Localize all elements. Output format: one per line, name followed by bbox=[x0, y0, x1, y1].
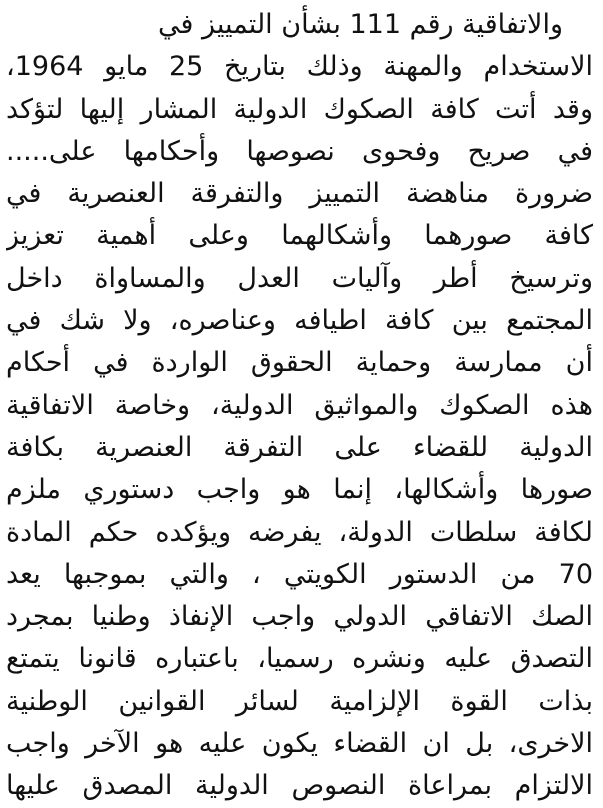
text-line: المجتمع بين كافة اطيافه وعناصره، ولا شك في bbox=[6, 305, 593, 337]
text-line: الصك الاتفاقي الدولي واجب الإنفاذ وطنيا بمجرد bbox=[6, 601, 593, 633]
text-line: الدولية للقضاء على التفرقة العنصرية بكافة bbox=[6, 431, 593, 463]
text-line: أن ممارسة وحماية الحقوق الواردة في أحكام bbox=[6, 347, 593, 379]
text-line: الاخرى، بل ان القضاء يكون عليه هو الآخر واجب bbox=[6, 728, 593, 760]
text-line: ضرورة مناهضة التمييز والتفرقة العنصرية في bbox=[6, 178, 593, 210]
text-line: الاستخدام والمهنة وذلك بتاريخ 25 مايو 1964، bbox=[6, 51, 593, 83]
text-line: التصدق عليه ونشره رسميا، باعتباره قانونا يتمتع bbox=[6, 643, 593, 675]
text-line: لكافة سلطات الدولة، يفرضه ويؤكده حكم المادة bbox=[6, 516, 593, 548]
text-line: صورها وأشكالها، إنما هو واجب دستوري ملزم bbox=[6, 474, 593, 506]
body-text bbox=[6, 4, 593, 808]
text-line: وقد أتت كافة الصكوك الدولية المشار إليها لتؤكد bbox=[6, 93, 593, 125]
text-line: كافة صورهما وأشكالهما وعلى أهمية تعزيز bbox=[6, 220, 593, 252]
text-line: وترسيخ أطر وآليات العدل والمساواة داخل bbox=[6, 262, 593, 294]
text-line: بذات القوة الإلزامية لسائر القوانين الوطنية bbox=[6, 685, 593, 717]
text-line: في صريح وفحوى نصوصها وأحكامها على..... bbox=[6, 135, 593, 167]
text-line: الالتزام بمراعاة النصوص الدولية المصدق عليها bbox=[6, 770, 593, 802]
text-line: هذه الصكوك والمواثيق الدولية، وخاصة الاتفاقية bbox=[6, 389, 593, 421]
text-line: والاتفاقية رقم 111 بشأن التمييز في bbox=[158, 9, 563, 40]
text-line: 70 من الدستور الكويتي ، والتي بموجبها يعد bbox=[6, 558, 593, 590]
